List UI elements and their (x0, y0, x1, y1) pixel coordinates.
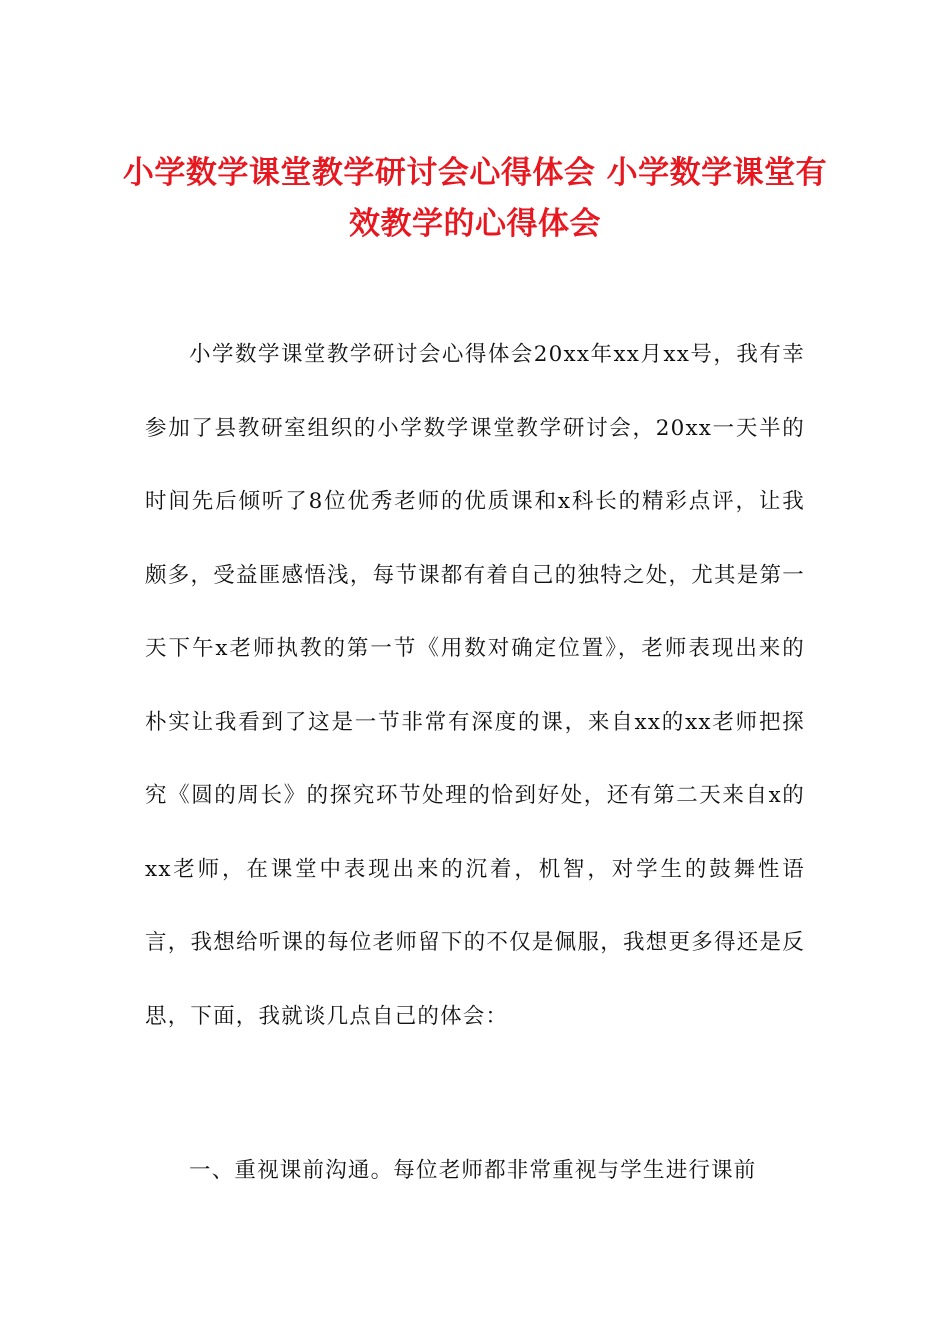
document-title: 小学数学课堂教学研讨会心得体会 小学数学课堂有效教学的心得体会 (122, 155, 828, 242)
paragraph-section-one: 一、重视课前沟通。每位老师都非常重视与学生进行课前 (189, 1158, 757, 1183)
paragraph-intro: 小学数学课堂教学研讨会心得体会20xx年xx月xx号，我有幸参加了县教研室组织的小学数学课堂教学研讨会，20xx一天半的时间先后倾听了8位优秀老师的优质课和x科长的精彩点评，让我颇多，受益匪感悟浅，每节课都有着自己的独特之处，尤其是第一天下午x老师执教的第一节《用数对确定位置》，老师表现出来的朴实让我看到了这是一节非常有深度的课，来自xx的xx老师把探究《圆的周长》的探究环节处理的恰到好处，还有第二天来自x的xx老师，在课堂中表现出来的沉着，机智，对学生的鼓舞性语言，我想给听课的每位老师留下的不仅是佩服，我想更多得还是反思，下面，我就谈几点自己的体会： (145, 342, 805, 1029)
